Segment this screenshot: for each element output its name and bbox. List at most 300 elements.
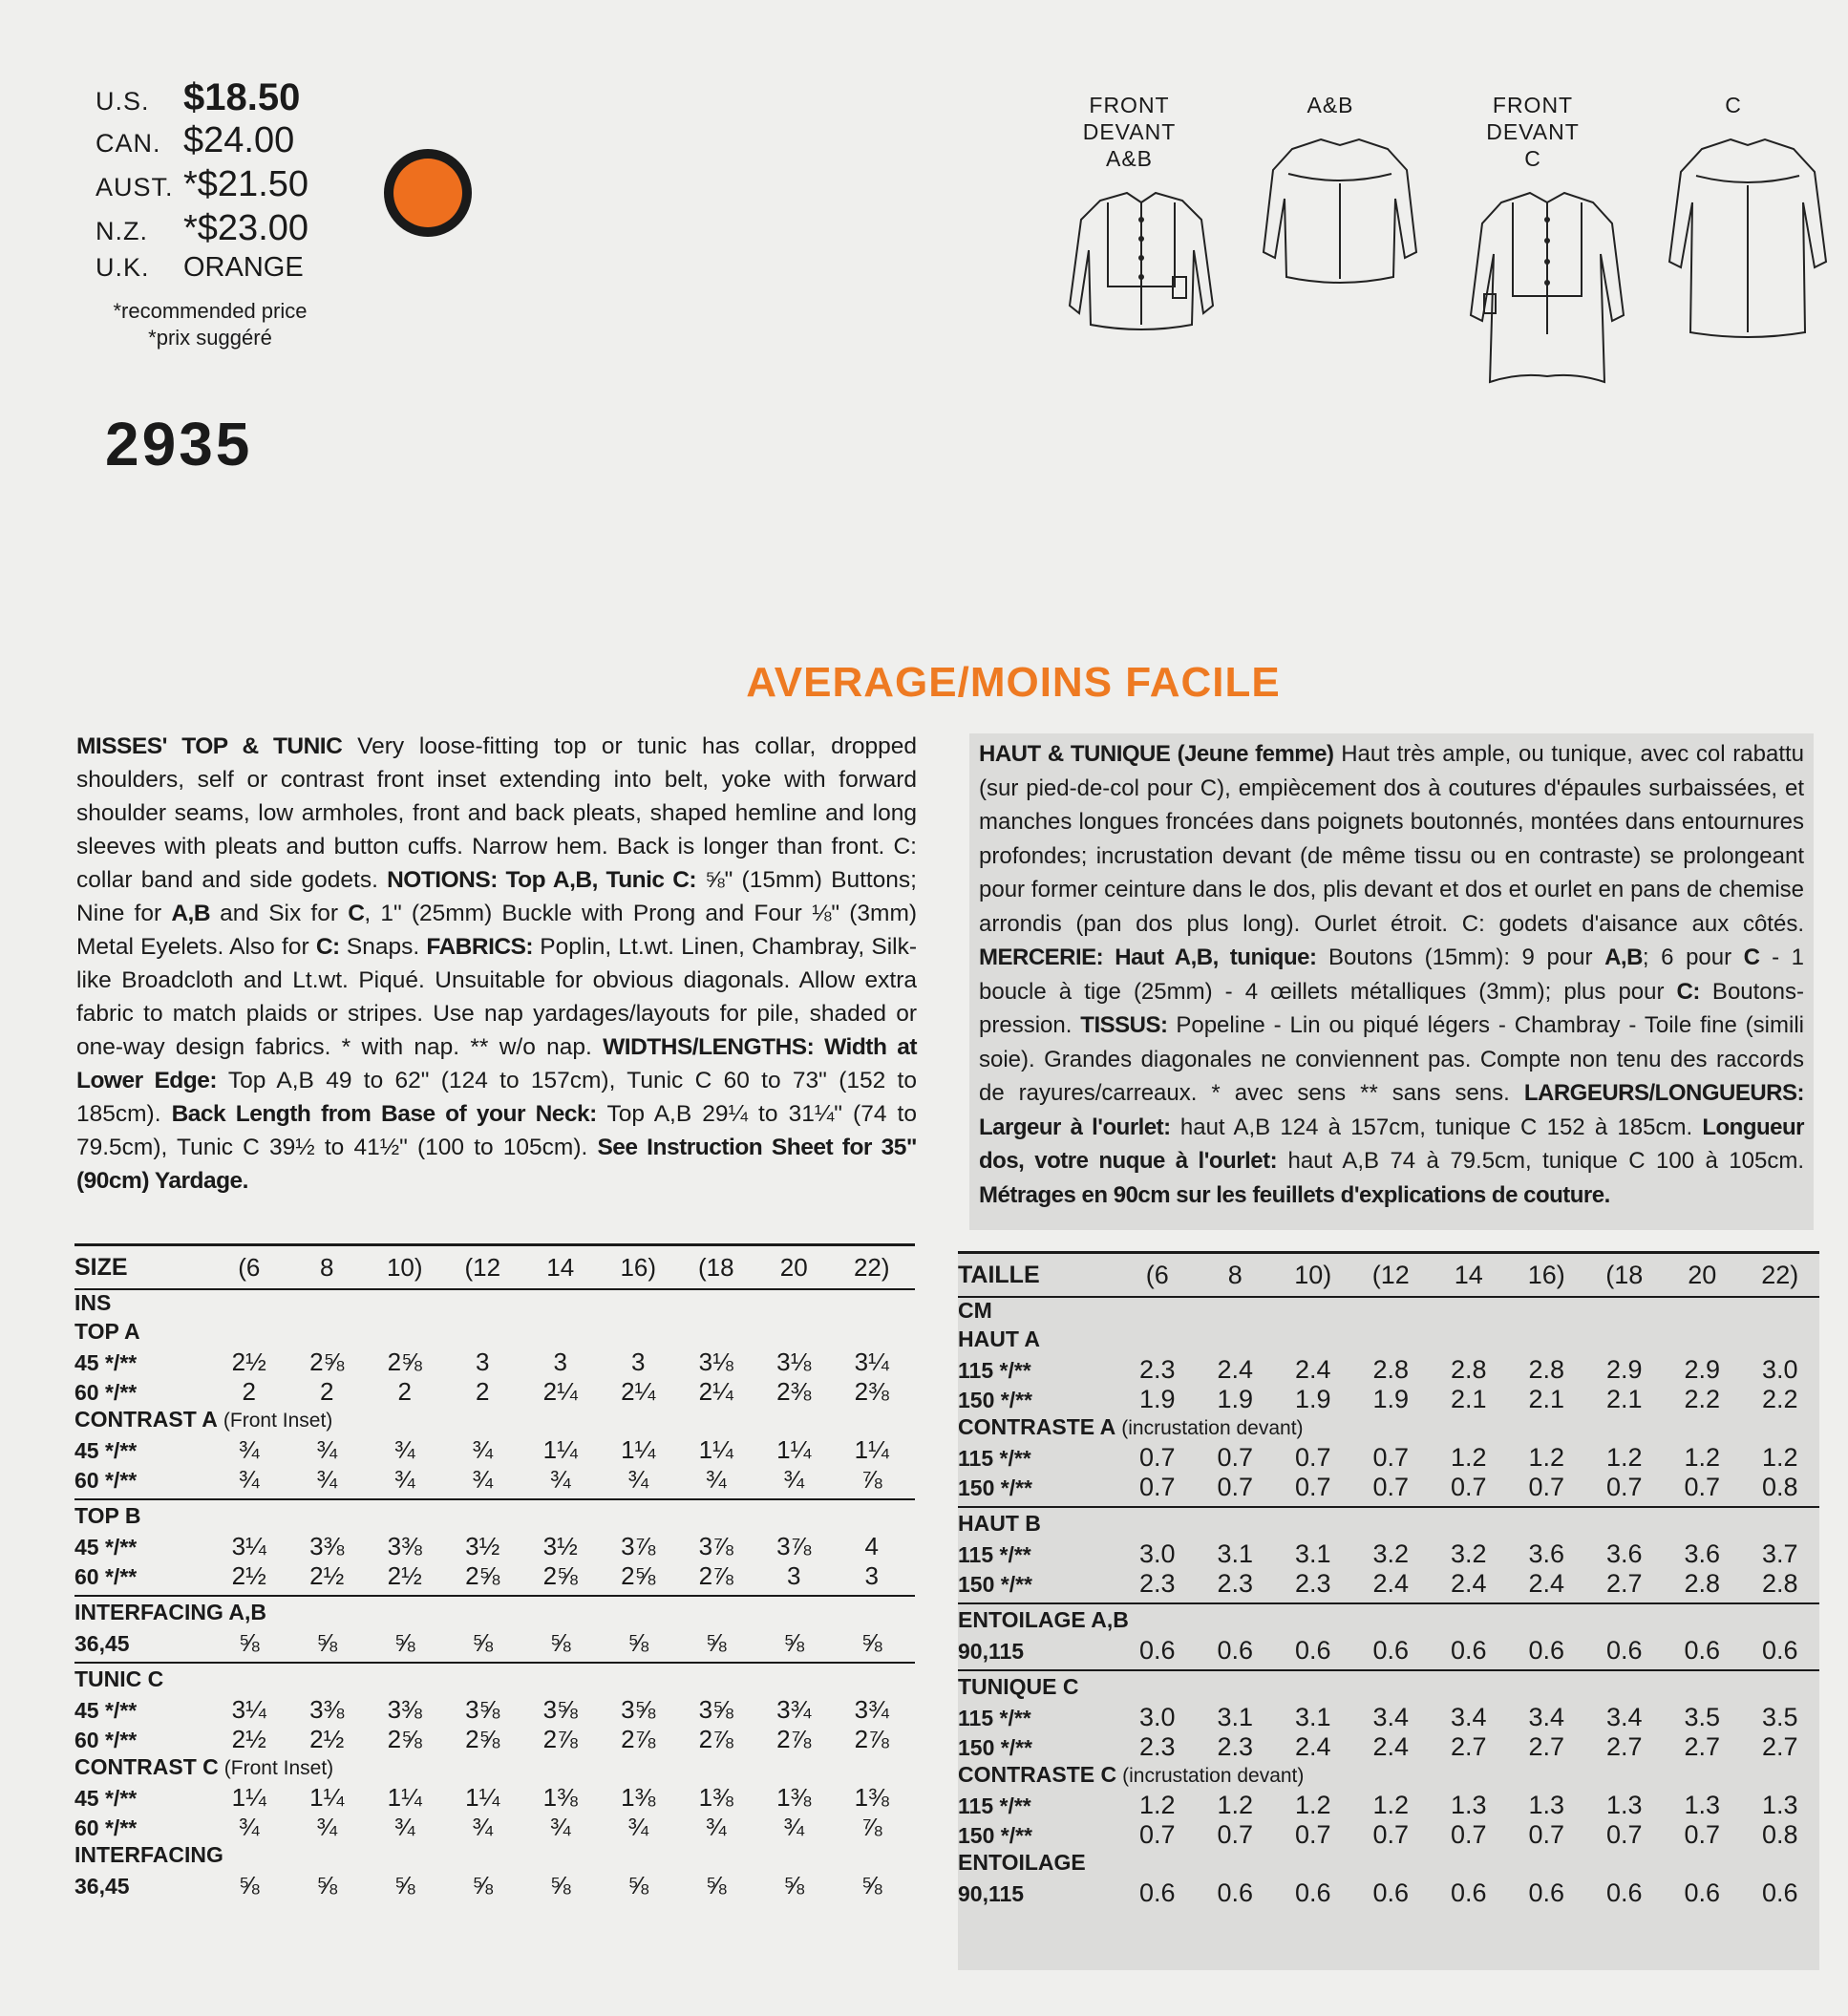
price-amount: *$23.00: [183, 208, 309, 248]
table-cell: ⅞: [860, 1465, 882, 1494]
table-cell: 1¼: [309, 1783, 345, 1812]
unit-row: [958, 1298, 1819, 1326]
table-cell: 3.4: [1605, 1703, 1643, 1731]
table-header-row: [958, 1254, 1819, 1298]
table-cell: 0.8: [1761, 1473, 1798, 1501]
table-cell: 3.7: [1761, 1539, 1798, 1568]
desc-view-ref: C:: [1676, 978, 1700, 1005]
table-cell: 1¼: [698, 1435, 733, 1464]
table-row: [74, 1628, 915, 1658]
table-cell: ¾: [238, 1465, 260, 1494]
table-cell: 1¼: [542, 1435, 578, 1464]
table-cell: 2.3: [1138, 1569, 1176, 1598]
price-row-us: [96, 76, 325, 120]
table-cell: 2¼: [542, 1377, 578, 1406]
desc-text: ; 6 pour: [1642, 944, 1744, 970]
table-cell: ¾: [316, 1435, 338, 1464]
table-cell: 1¼: [231, 1783, 266, 1812]
table-cell: 3.0: [1138, 1703, 1176, 1731]
price-country: N.Z.: [96, 217, 148, 245]
table-row: [958, 1636, 1819, 1666]
table-cell: 0.8: [1761, 1820, 1798, 1849]
table-cell: 1.9: [1294, 1385, 1331, 1413]
desc-text: and Six for: [210, 901, 349, 926]
view-back-c: [1662, 92, 1805, 348]
table-cell: 2.3: [1138, 1355, 1176, 1384]
table-cell: 1⅜: [854, 1783, 889, 1812]
size-header-cell: (6: [238, 1252, 261, 1282]
table-cell: 2⅝: [309, 1348, 345, 1376]
table-cell: 2.3: [1294, 1569, 1331, 1598]
table-cell: 0.6: [1138, 1878, 1176, 1907]
table-row: [958, 1703, 1819, 1732]
table-row: [74, 1532, 915, 1561]
row-label: 115 */**: [958, 1542, 1031, 1567]
table-cell: 1.2: [1372, 1791, 1410, 1819]
desc-text: Boutons (15mm): 9 pour: [1316, 944, 1605, 970]
desc-view-ref: A,B: [1604, 944, 1643, 970]
table-cell: 3⅞: [776, 1532, 812, 1560]
row-label: 90,115: [958, 1639, 1025, 1664]
size-header-cell: 20: [779, 1252, 808, 1282]
table-cell: 1⅜: [542, 1783, 578, 1812]
desc-view-ref: C: [348, 901, 365, 926]
table-header-row: [74, 1246, 915, 1290]
table-cell: 1.9: [1138, 1385, 1176, 1413]
price-row-aust: [96, 164, 325, 208]
table-cell: 0.7: [1294, 1473, 1331, 1501]
size-header-cell: 14: [546, 1252, 575, 1282]
table-cell: 1.9: [1372, 1385, 1410, 1413]
row-label: 115 */**: [958, 1358, 1031, 1383]
section-subtitle: (Front Inset): [223, 1410, 333, 1432]
table-cell: ¾: [393, 1465, 415, 1494]
table-row: [74, 1348, 915, 1377]
table-cell: 0.7: [1528, 1820, 1565, 1849]
section-title: CONTRAST C: [74, 1754, 219, 1779]
table-cell: 1.9: [1217, 1385, 1254, 1413]
description-english: [76, 730, 917, 1198]
table-cell: 2⅝: [387, 1725, 422, 1753]
section-heading: [74, 1407, 915, 1435]
row-label: 36,45: [74, 1631, 130, 1656]
table-row: [958, 1791, 1819, 1820]
section-divider: [74, 1498, 915, 1500]
table-cell: 0.6: [1684, 1636, 1721, 1665]
desc-view-ref: C:: [315, 934, 340, 960]
table-cell: 0.6: [1761, 1636, 1798, 1665]
table-cell: 1.2: [1450, 1443, 1487, 1472]
section-heading: [958, 1674, 1819, 1703]
table-row: [958, 1878, 1819, 1908]
desc-fabrics-label: FABRICS:: [426, 934, 534, 960]
price-amount: $24.00: [183, 120, 295, 160]
table-cell: ⅝: [627, 1871, 649, 1899]
table-cell: 0.6: [1528, 1878, 1565, 1907]
table-cell: 1.2: [1138, 1791, 1176, 1819]
table-cell: ¾: [393, 1813, 415, 1841]
desc-widths-label: WIDTHS/LENGTHS: Width at Lower Edge:: [76, 1034, 917, 1093]
table-cell: 2.7: [1761, 1732, 1798, 1761]
row-label: 45 */**: [74, 1786, 138, 1811]
table-cell: 2⅝: [621, 1561, 656, 1590]
view-label-line3: C: [1524, 146, 1541, 171]
table-row: [74, 1435, 915, 1465]
table-cell: ¾: [472, 1813, 494, 1841]
table-cell: ⅝: [472, 1628, 494, 1657]
table-cell: 2⅝: [465, 1561, 500, 1590]
table-cell: 3.4: [1528, 1703, 1565, 1731]
table-cell: ¾: [783, 1465, 805, 1494]
row-label: 60 */**: [74, 1380, 138, 1405]
table-cell: 2.1: [1528, 1385, 1565, 1413]
table-cell: 2: [320, 1377, 334, 1406]
table-cell: 0.7: [1450, 1820, 1487, 1849]
row-label: 115 */**: [958, 1706, 1031, 1730]
table-cell: 2⅞: [621, 1725, 656, 1753]
view-label-line3: A&B: [1105, 146, 1154, 171]
row-label: 45 */**: [74, 1438, 138, 1463]
unit-label: CM: [958, 1298, 992, 1323]
table-cell: 3.2: [1450, 1539, 1487, 1568]
table-cell: 0.7: [1138, 1443, 1176, 1472]
size-header-cell: 10): [1294, 1260, 1332, 1289]
section-heading: [74, 1754, 915, 1783]
desc-text: haut A,B 124 à 157cm, tunique C 152 à 185cm.: [1170, 1114, 1703, 1140]
table-cell: 3.5: [1761, 1703, 1798, 1731]
section-heading: [74, 1842, 915, 1871]
table-cell: 0.7: [1294, 1820, 1331, 1849]
table-row: [958, 1569, 1819, 1599]
table-cell: 3⅞: [621, 1532, 656, 1560]
shirt-back-ab-illustration: [1254, 128, 1426, 290]
desc-view-ref: A,B: [171, 901, 211, 926]
row-label: 45 */**: [74, 1350, 138, 1375]
table-cell: 2: [242, 1377, 256, 1406]
table-cell: 2⅞: [698, 1561, 733, 1590]
section-divider: [958, 1669, 1819, 1671]
section-subtitle: (Front Inset): [223, 1757, 334, 1779]
table-cell: 2½: [387, 1561, 422, 1590]
table-cell: 2.9: [1684, 1355, 1721, 1384]
table-cell: 0.7: [1217, 1443, 1254, 1472]
table-cell: 3¾: [854, 1695, 889, 1724]
table-row: [958, 1820, 1819, 1850]
table-cell: 2.1: [1605, 1385, 1643, 1413]
table-row: [74, 1465, 915, 1495]
table-cell: ⅝: [549, 1628, 571, 1657]
desc-tissus-label: TISSUS:: [1080, 1012, 1168, 1038]
table-cell: 0.6: [1450, 1636, 1487, 1665]
row-label: 45 */**: [74, 1535, 138, 1560]
size-header-cell: 8: [1227, 1260, 1243, 1289]
desc-metrages-label: Métrages en 90cm sur les feuillets d'explications de couture.: [979, 1181, 1610, 1208]
table-cell: 0.7: [1138, 1473, 1176, 1501]
table-cell: 3¼: [854, 1348, 889, 1376]
table-cell: 3⅜: [387, 1695, 422, 1724]
section-heading: [74, 1666, 915, 1695]
table-cell: 0.6: [1684, 1878, 1721, 1907]
table-cell: 1.2: [1684, 1443, 1721, 1472]
section-title: ENTOILAGE A,B: [958, 1607, 1129, 1632]
section-heading: [958, 1762, 1819, 1791]
desc-text: Boutons-pression.: [979, 978, 1804, 1038]
table-cell: 2⅞: [854, 1725, 889, 1753]
desc-longueur-label: Longueur dos, votre nuque à l'ourlet:: [979, 1114, 1804, 1174]
table-cell: 2.1: [1450, 1385, 1487, 1413]
desc-text: Popeline - Lin ou piqué légers - Chambray - Toile fine (simili soie). Grandes diagonales ne conviennent pas. Compte non tenu des raccords de rayures/carreaux. * avec sens ** sans sens.: [979, 1012, 1804, 1106]
table-cell: 2.9: [1605, 1355, 1643, 1384]
section-title: CONTRASTE C: [958, 1762, 1117, 1787]
table-cell: 3⅝: [465, 1695, 500, 1724]
table-cell: ¾: [705, 1813, 727, 1841]
table-cell: 2.8: [1372, 1355, 1410, 1384]
section-heading: [74, 1319, 915, 1348]
table-cell: 2⅜: [776, 1377, 812, 1406]
table-cell: 2: [397, 1377, 412, 1406]
section-title: INTERFACING: [74, 1842, 223, 1867]
table-cell: 3: [476, 1348, 490, 1376]
table-cell: 2.4: [1372, 1569, 1410, 1598]
row-label: 90,115: [958, 1881, 1025, 1906]
table-cell: ¾: [783, 1813, 805, 1841]
size-header-cell: (18: [697, 1252, 734, 1282]
table-cell: ¾: [472, 1465, 494, 1494]
size-header-cell: 22): [1761, 1260, 1799, 1289]
price-country: U.S.: [96, 87, 150, 116]
table-cell: 3⅜: [309, 1695, 345, 1724]
view-label-line3: C: [1725, 93, 1742, 117]
row-label: 60 */**: [74, 1815, 138, 1840]
size-header-cell: (6: [1145, 1260, 1169, 1289]
table-cell: 3¼: [231, 1695, 266, 1724]
table-cell: 0.6: [1294, 1636, 1331, 1665]
table-row: [958, 1443, 1819, 1473]
size-header-cell: 20: [1688, 1260, 1717, 1289]
table-cell: ⅝: [860, 1871, 882, 1899]
table-cell: 2.7: [1605, 1569, 1643, 1598]
table-cell: 1⅜: [698, 1783, 733, 1812]
table-cell: 0.7: [1372, 1443, 1410, 1472]
table-row: [958, 1355, 1819, 1385]
table-cell: 1¼: [776, 1435, 812, 1464]
price-row-can: [96, 120, 325, 164]
table-cell: 2.7: [1450, 1732, 1487, 1761]
table-cell: ⅝: [627, 1628, 649, 1657]
section-divider: [74, 1595, 915, 1597]
desc-view-ref: C: [1743, 944, 1760, 970]
desc-text: Haut très ample, ou tunique, avec col rabattu (sur pied-de-col pour C), empiècement dos à coutures d'épaules surbaissées, et manches longues froncées dans poignets boutonnés, montées dans entournures profondes; incrustation devant (de même tissu ou en contraste) se prolongeant pour former ceinture dans le dos, plis devant et dos et ourlet en pans de chemise arrondis (pan dos plus long). Ourlet étroit. C: godets d'aisance aux côtés.: [979, 741, 1805, 937]
yardage-table-cm: [958, 1251, 1819, 1970]
size-header-cell: (12: [1371, 1260, 1410, 1289]
size-label: TAILLE: [958, 1261, 1040, 1288]
table-cell: ⅝: [393, 1871, 415, 1899]
desc-text: Poplin, Lt.wt. Linen, Chambray, Silk-like Broadcloth and Lt.wt. Piqué. Unsuitable for obvious diagonals. Allow extra fabric to match plaids or stripes. Use nap yardages/layouts for pile, shaded or one-way design fabrics. * with nap. ** w/o nap.: [76, 934, 917, 1060]
size-header-cell: 10): [386, 1252, 423, 1282]
view-label-line2: DEVANT: [1486, 119, 1580, 144]
section-subtitle: (incrustation devant): [1122, 1765, 1305, 1787]
table-cell: 3: [787, 1561, 801, 1590]
table-cell: 2⅝: [465, 1725, 500, 1753]
table-cell: 1.2: [1528, 1443, 1565, 1472]
table-cell: 0.7: [1372, 1820, 1410, 1849]
row-label: 150 */**: [958, 1475, 1033, 1500]
table-cell: 2.3: [1138, 1732, 1176, 1761]
view-back-ab: [1254, 92, 1407, 290]
table-cell: ¾: [316, 1465, 338, 1494]
table-cell: 2.8: [1528, 1355, 1565, 1384]
table-cell: 0.7: [1372, 1473, 1410, 1501]
table-cell: 0.7: [1450, 1473, 1487, 1501]
price-country: AUST.: [96, 173, 174, 202]
table-cell: ⅝: [393, 1628, 415, 1657]
table-row: [74, 1725, 915, 1754]
table-cell: ⅝: [783, 1871, 805, 1899]
table-cell: 2.7: [1605, 1732, 1643, 1761]
size-header-cell: (12: [464, 1252, 501, 1282]
table-cell: 2.3: [1217, 1569, 1254, 1598]
table-cell: 2.4: [1372, 1732, 1410, 1761]
table-cell: 0.6: [1217, 1636, 1254, 1665]
section-title: TUNIC C: [74, 1666, 164, 1691]
table-cell: 2.8: [1450, 1355, 1487, 1384]
table-cell: 1.3: [1450, 1791, 1487, 1819]
table-cell: 1.3: [1684, 1791, 1721, 1819]
table-cell: 2.2: [1761, 1385, 1798, 1413]
table-row: [958, 1732, 1819, 1762]
table-cell: 0.6: [1528, 1636, 1565, 1665]
table-cell: 2⅞: [776, 1725, 812, 1753]
row-label: 36,45: [74, 1874, 130, 1899]
section-title: CONTRAST A: [74, 1407, 218, 1432]
view-label-line3: A&B: [1306, 93, 1354, 117]
row-label: 45 */**: [74, 1698, 138, 1723]
table-row: [958, 1539, 1819, 1569]
table-cell: 2⅜: [854, 1377, 889, 1406]
table-cell: 0.7: [1217, 1820, 1254, 1849]
table-cell: 3¾: [776, 1695, 812, 1724]
table-cell: 1.2: [1605, 1443, 1643, 1472]
orange-color-dot: [384, 149, 472, 237]
desc-text: haut A,B 74 à 79.5cm, tunique C 100 à 105cm.: [1277, 1148, 1804, 1174]
table-row: [958, 1385, 1819, 1414]
section-heading: [958, 1607, 1819, 1636]
table-cell: 2.8: [1684, 1569, 1721, 1598]
table-cell: 2½: [309, 1561, 345, 1590]
unit-row: [74, 1290, 915, 1319]
tunic-back-c-illustration: [1662, 128, 1834, 348]
table-row: [74, 1695, 915, 1725]
desc-text: Top A,B 29¼ to 31¼" (74 to 79.5cm), Tunic C 39½ to 41½" (100 to 105cm).: [76, 1101, 917, 1160]
table-cell: 2¼: [621, 1377, 656, 1406]
price-row-uk: [96, 252, 325, 296]
table-cell: 2.4: [1294, 1355, 1331, 1384]
table-cell: ¾: [393, 1435, 415, 1464]
price-list: [96, 76, 325, 350]
table-cell: 2½: [231, 1348, 266, 1376]
table-cell: 0.6: [1605, 1878, 1643, 1907]
size-header-cell: 16): [1527, 1260, 1565, 1289]
table-cell: 3.1: [1294, 1703, 1331, 1731]
size-header-cell: 8: [320, 1252, 334, 1282]
price-country: U.K.: [96, 253, 150, 282]
table-cell: 2⅝: [387, 1348, 422, 1376]
view-label-line2: DEVANT: [1082, 119, 1177, 144]
desc-text: ⅝" (15mm) Buttons; Nine for: [76, 867, 917, 926]
table-cell: 1¼: [621, 1435, 656, 1464]
desc-notions-label: NOTIONS: Top A,B, Tunic C:: [387, 867, 697, 893]
table-cell: 2: [476, 1377, 490, 1406]
table-cell: 2.4: [1450, 1569, 1487, 1598]
table-cell: 1.3: [1528, 1791, 1565, 1819]
table-cell: ⅝: [783, 1628, 805, 1657]
table-cell: 0.7: [1605, 1473, 1643, 1501]
row-label: 150 */**: [958, 1735, 1033, 1760]
desc-see-label: See Instruction Sheet for 35" (90cm) Yardage.: [76, 1135, 917, 1194]
desc-text: Snaps.: [339, 934, 427, 960]
table-cell: ⅞: [860, 1813, 882, 1841]
table-cell: 3.6: [1528, 1539, 1565, 1568]
table-cell: 3.4: [1450, 1703, 1487, 1731]
table-cell: 3.6: [1605, 1539, 1643, 1568]
table-cell: 1.2: [1761, 1443, 1798, 1472]
table-cell: ¾: [238, 1813, 260, 1841]
table-row: [74, 1561, 915, 1591]
table-cell: ¾: [627, 1813, 649, 1841]
table-cell: ⅝: [860, 1628, 882, 1657]
table-cell: 1⅜: [621, 1783, 656, 1812]
table-cell: 3.0: [1761, 1355, 1798, 1384]
price-amount: $18.50: [183, 76, 301, 118]
table-cell: 0.7: [1684, 1473, 1721, 1501]
section-heading: [958, 1414, 1819, 1443]
desc-back-label: Back Length from Base of your Neck:: [171, 1101, 597, 1127]
table-cell: ⅝: [705, 1871, 727, 1899]
price-amount: ORANGE: [183, 252, 304, 283]
table-cell: 3.2: [1372, 1539, 1410, 1568]
section-title: INTERFACING A,B: [74, 1600, 267, 1624]
table-cell: 3.5: [1684, 1703, 1721, 1731]
price-note-en: *recommended price: [113, 299, 308, 323]
table-cell: 0.6: [1372, 1878, 1410, 1907]
row-label: 60 */**: [74, 1728, 138, 1752]
table-cell: 3.0: [1138, 1539, 1176, 1568]
view-front-ab: [1060, 92, 1199, 344]
size-label: SIZE: [74, 1253, 128, 1281]
table-cell: 1.3: [1605, 1791, 1643, 1819]
table-cell: 3⅝: [698, 1695, 733, 1724]
table-cell: 3.1: [1294, 1539, 1331, 1568]
table-cell: 0.6: [1372, 1636, 1410, 1665]
table-cell: 3½: [465, 1532, 500, 1560]
row-label: 60 */**: [74, 1468, 138, 1493]
pattern-number: 2935: [105, 410, 253, 478]
table-row: [74, 1871, 915, 1900]
table-cell: 1.2: [1217, 1791, 1254, 1819]
table-cell: 0.6: [1217, 1878, 1254, 1907]
table-cell: 2½: [309, 1725, 345, 1753]
table-cell: 3: [631, 1348, 646, 1376]
section-divider: [958, 1602, 1819, 1604]
table-cell: 1¼: [465, 1783, 500, 1812]
row-label: 150 */**: [958, 1388, 1033, 1412]
section-title: HAUT A: [958, 1326, 1041, 1351]
table-cell: 0.6: [1761, 1878, 1798, 1907]
table-row: [74, 1783, 915, 1813]
table-cell: 3⅝: [542, 1695, 578, 1724]
table-cell: 2½: [231, 1725, 266, 1753]
section-title: TOP A: [74, 1319, 140, 1344]
